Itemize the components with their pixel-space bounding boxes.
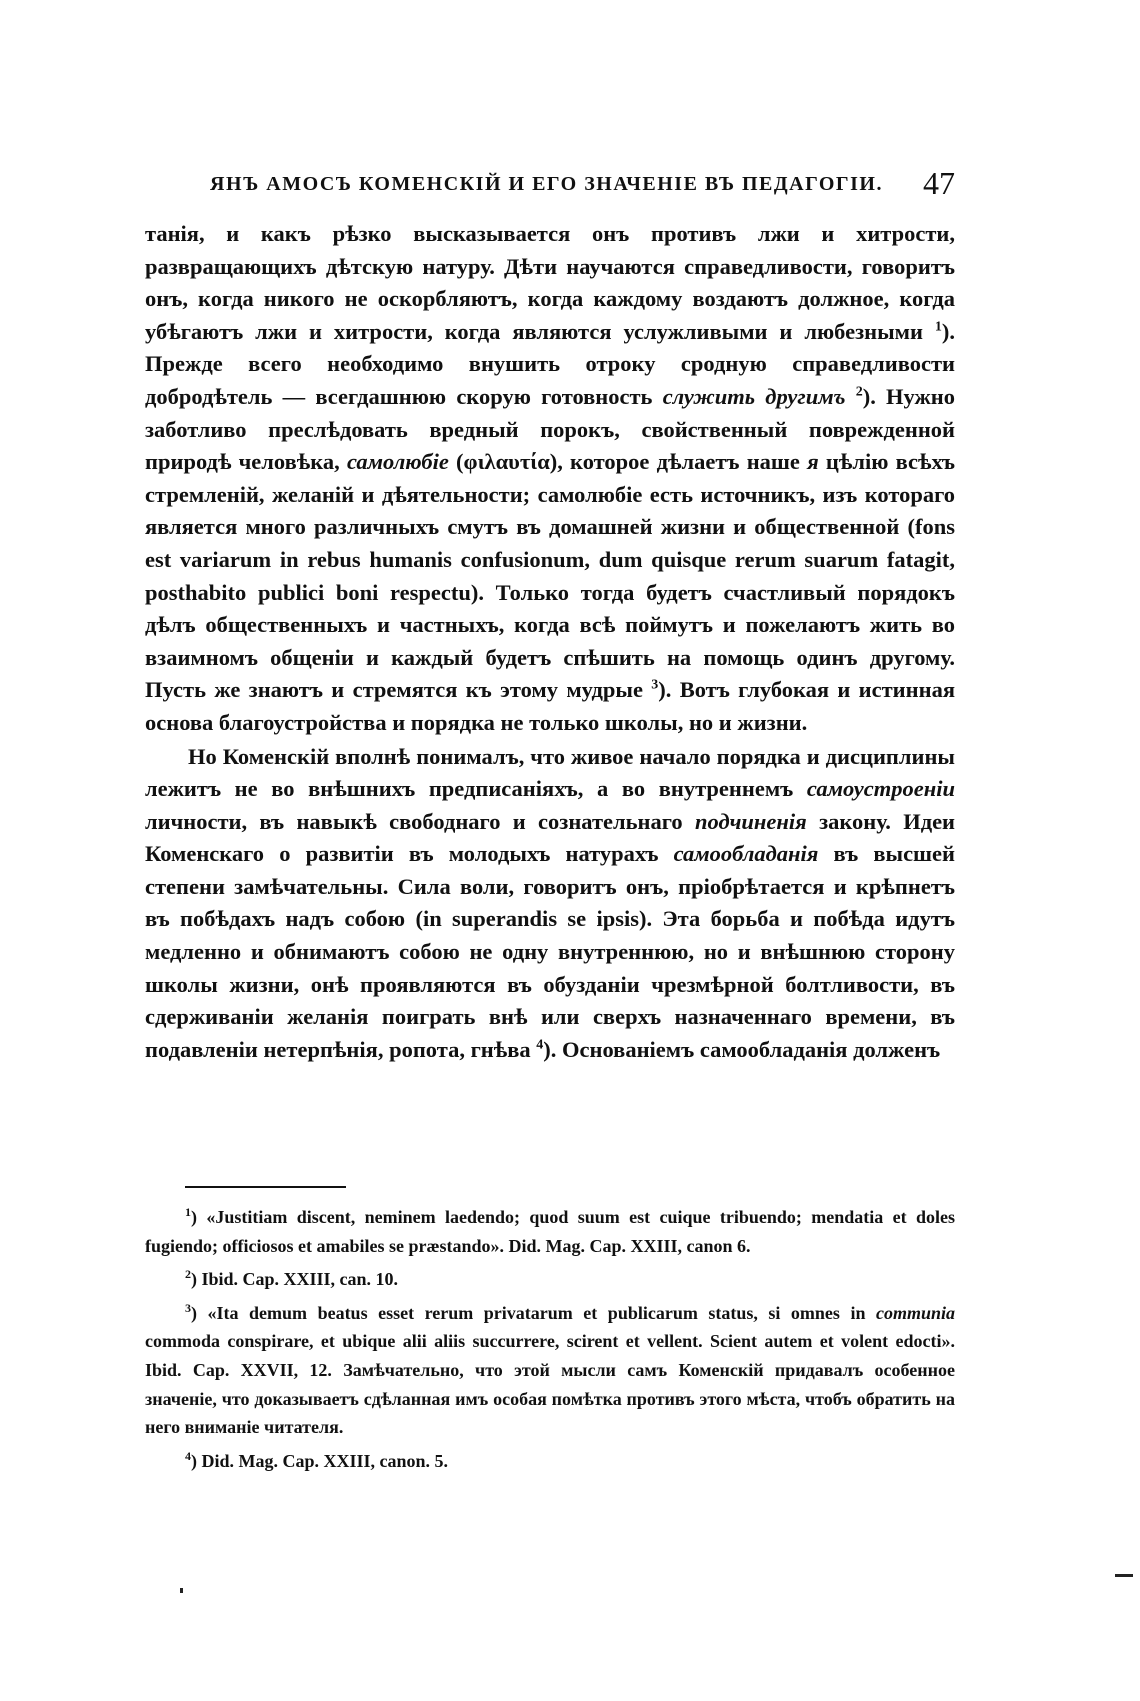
footnote-mark: 3 (185, 1300, 191, 1315)
footnote-ref-4: 4 (536, 1037, 544, 1053)
text-run: личности, въ навыкѣ свободнаго и сознательнаго (145, 808, 683, 834)
paragraph-1 (145, 218, 955, 740)
scan-dash-mark (1115, 1574, 1133, 1577)
page-number: 47 (923, 165, 955, 201)
page-header (210, 165, 955, 201)
footnote-1 (145, 1203, 955, 1260)
paragraph-2 (145, 741, 955, 1067)
footnote-3 (145, 1299, 955, 1442)
footnote-mark: 4 (185, 1448, 191, 1463)
text-run: ). Прежде всего необходимо внушить отроку сродную справедливости добродѣтель — всегдашнюю скорую готовность (145, 318, 955, 409)
footnote-text: ) Ibid. Cap. XXIII, can. 10. (191, 1269, 399, 1290)
emphasis-text: подчиненія (694, 808, 807, 834)
running-title: ЯНЪ АМОСЪ КОМЕНСКІЙ И ЕГО ЗНАЧЕНІЕ ВЪ ПЕДАГОГІИ. (210, 173, 883, 195)
footnote-text: ) Did. Mag. Cap. XXIII, canon. 5. (191, 1450, 449, 1471)
emphasis-text: служить другимъ (662, 383, 846, 409)
emphasis-text: самолюбіе (346, 449, 449, 475)
footnote-ref-1: 1 (934, 319, 942, 335)
text-run: ). Основаніемъ самообладанія долженъ (543, 1036, 941, 1062)
text-run: цѣлію всѣхъ стремленій, желаній и дѣятельности; самолюбіе есть источникъ, изъ котораго является много различныхъ смутъ въ домашней жизни и общественной (fons est variarum in rebus humanis confusionum, dum quisque rerum suarum fatagit, posthabito publici boni respectu). Только тогда будетъ счастливый порядокъ дѣлъ общественныхъ и частныхъ, когда всѣ поймутъ и пожелаютъ жить во взаимномъ общеніи и каждый будетъ спѣшить на помощь одинъ другому. Пусть же знаютъ и стремятся къ этому мудрые (145, 449, 956, 703)
emphasis-text: самообладанія (673, 841, 819, 867)
footnote-ref-2: 2 (855, 384, 863, 400)
text-run: ). Нужно заботливо преслѣдовать вредный порокъ, свойственный поврежденной природѣ человѣка, (145, 383, 956, 475)
text-run: въ высшей степени замѣчательны. Сила воли, говоритъ онъ, пріобрѣтается и крѣпнетъ въ побѣдахъ надъ собою (in superandis se ipsis). Эта борьба и побѣда идутъ медленно и обнимаютъ собою не одну внутреннюю, но и внѣшнюю сторону школы жизни, онѣ проявляются въ обузданіи чрезмѣрной болтливости, въ сдерживаніи желанія поиграть внѣ или сверхъ назначеннаго времени, въ подавленіи нетерпѣнія, ропота, гнѣва (145, 841, 956, 1062)
emphasis-text: я (807, 449, 819, 475)
text-run: закону. Идеи Коменскаго о развитіи въ молодыхъ натурахъ (145, 808, 956, 867)
footnote-text: ) «Justitiam discent, neminem laedendo; quod suum est cuique tribuendo; mendatia et doles fugiendo; officiosos et amabiles se præstando». Did. Mag. Cap. XXIII, canon 6. (145, 1207, 955, 1256)
body-text (145, 218, 955, 1066)
footnote-mark: 1 (185, 1205, 191, 1219)
text-run: танія, и какъ рѣзко высказывается онъ противъ лжи и хитрости, развращающихъ дѣтскую натуру. Дѣти научаются справедливости, говоритъ онъ, когда никого не оскорбляютъ, когда каждому воздаютъ должное, когда убѣгаютъ лжи и хитрости, когда являются услужливыми и любезными (145, 221, 955, 344)
footnote-text: commoda conspirare, et ubique alii aliis succurrere, scirent et vellent. Scient autem et volent edocti». Ibid. Cap. XXVII, 12. Замѣчательно, что этой мысли самъ Коменскій придавалъ особенное значеніе, что доказываетъ сдѣланная имъ особая помѣтка противъ этого мѣста, чтобъ обратить на него вниманіе читателя. (145, 1331, 955, 1438)
scan-speck (180, 1588, 183, 1593)
text-run: (φιλαυτία), которое дѣлаетъ наше (456, 449, 800, 475)
emphasis-text: самоустроеніи (806, 776, 956, 802)
footnote-4 (145, 1447, 955, 1476)
footnote-mark: 2 (185, 1267, 191, 1282)
text-run: Но Коменскій вполнѣ понималъ, что живое начало порядка и дисциплины лежитъ не во внѣшнихъ предписаніяхъ, а во внутреннемъ (145, 743, 955, 802)
footnote-ref-3: 3 (651, 677, 659, 693)
footnotes (145, 1203, 955, 1480)
text-run: ). Вотъ глубокая и истинная основа благоустройства и порядка не только школы, но и жизни. (145, 677, 955, 735)
footnote-divider (185, 1186, 346, 1188)
footnote-2 (145, 1265, 955, 1294)
footnote-emphasis: communia (875, 1302, 955, 1323)
footnote-text: ) «Ita demum beatus esset rerum privatarum et publicarum status, si omnes in (191, 1302, 866, 1323)
